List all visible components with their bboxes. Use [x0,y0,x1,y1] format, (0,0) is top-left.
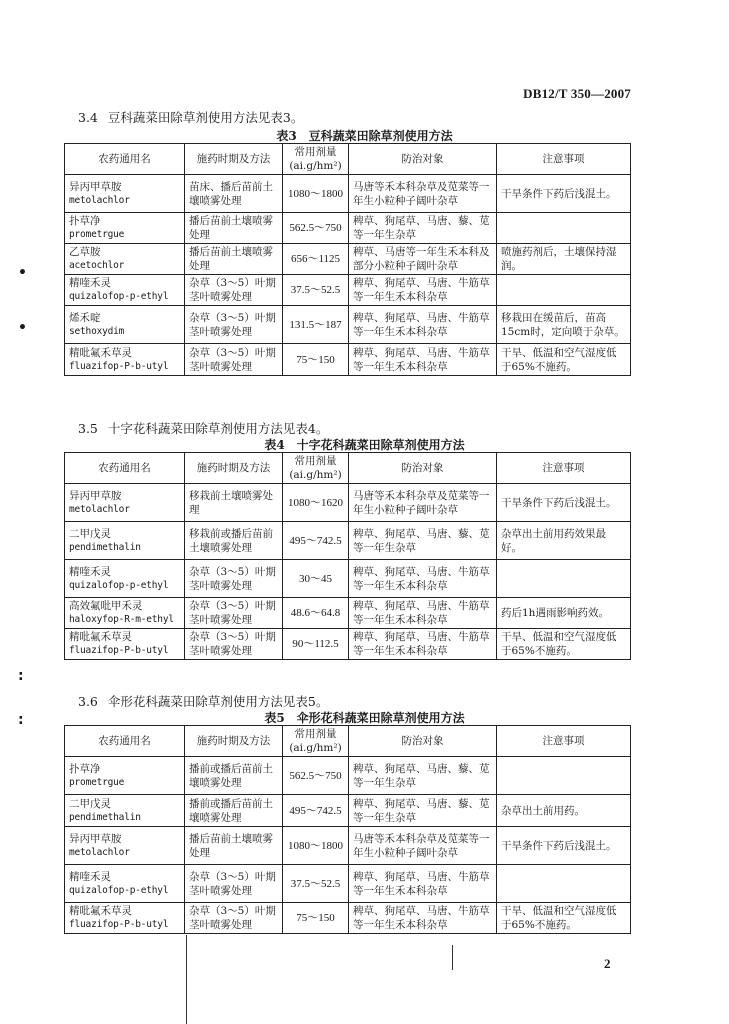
application-method-cell: 播后苗前土壤喷雾处理 [185,213,283,244]
notes-cell [497,213,631,244]
column-header: 农药通用名 [65,144,185,175]
notes-cell: 移栽田在缓苗后，苗高15cm时，定向喷于杂草。 [497,306,631,344]
section-number: 3.6 [78,694,98,709]
application-method-cell: 苗床、播后苗前土壤喷雾处理 [185,175,283,213]
table-row [65,275,631,306]
target-weeds-cell: 稗草、狗尾草、马唐、牛筋草等一年生禾本科杂草 [349,598,497,629]
table-row [65,757,631,795]
side-mark: • [18,320,27,336]
pesticide-chinese-name: 精吡氟禾草灵 [69,346,132,359]
pesticide-english-name: prometrgue [69,229,125,240]
pesticide-chinese-name: 精喹禾灵 [69,565,111,578]
pesticide-chinese-name: 精吡氟禾草灵 [69,631,132,643]
application-method-cell: 杂草（3～5）叶期茎叶喷雾处理 [185,903,283,934]
pesticide-name-cell [65,795,185,827]
dose-cell: 562.5～750 [283,213,349,244]
notes-cell: 喷施药剂后，土壤保持湿润。 [497,244,631,275]
column-header: 注意事项 [497,726,631,757]
application-method-cell: 播前或播后苗前土壤喷雾处理 [185,757,283,795]
pesticide-english-name: acetochlor [69,260,125,271]
notes-cell: 干旱、低温和空气湿度低于65%不施药。 [497,344,631,376]
application-method-cell: 移栽前或播后苗前土壤喷雾处理 [185,522,283,560]
column-header: 常用剂量 (ai.g/hm²) [283,144,349,175]
dose-cell: 495～742.5 [283,522,349,560]
application-method-cell: 移栽前土壤喷雾处理 [185,484,283,522]
pesticide-name-cell [65,827,185,865]
application-method-cell: 杂草（3～5）叶期茎叶喷雾处理 [185,560,283,598]
table-row [65,827,631,865]
dose-cell: 1080～1620 [283,484,349,522]
column-header: 施药时期及方法 [185,726,283,757]
notes-cell: 干旱条件下药后浅混土。 [497,827,631,865]
section-text: 伞形花科蔬菜田除草剂使用方法见表5。 [107,694,329,709]
table-row [65,175,631,213]
pesticide-english-name: haloxyfop-R-m-ethyl [69,614,174,625]
target-weeds-cell: 马唐等禾本科杂草及苋菜等一年生小粒种子阔叶杂草 [349,484,497,522]
herbicide-table [64,452,631,660]
table-header-row [65,453,631,484]
side-mark: : [18,712,24,728]
column-header: 农药通用名 [65,453,185,484]
application-method-cell: 杂草（3～5）叶期茎叶喷雾处理 [185,865,283,903]
table-caption: 表4 十字花科蔬菜田除草剂使用方法 [264,438,465,452]
section-heading [78,108,303,126]
column-header: 注意事项 [497,453,631,484]
side-mark: : [18,668,24,684]
target-weeds-cell: 稗草、狗尾草、马唐、牛筋草等一年生禾本科杂草 [349,629,497,660]
target-weeds-cell: 稗草、狗尾草、马唐、藜、苋等一年生杂草 [349,213,497,244]
pesticide-english-name: metolachlor [69,846,130,858]
table-header-row [65,144,631,175]
target-weeds-cell: 稗草、狗尾草、马唐、藜、苋等一年生杂草 [349,795,497,827]
table-row [65,795,631,827]
section-heading [78,419,328,437]
pesticide-english-name: sethoxydim [69,325,125,337]
target-weeds-cell: 稗草、狗尾草、马唐、牛筋草等一年生禾本科杂草 [349,903,497,934]
dose-cell: 30～45 [283,560,349,598]
column-header: 常用剂量 (ai.g/hm²) [283,726,349,757]
pesticide-chinese-name: 异丙甲草胺 [69,180,122,193]
pesticide-chinese-name: 精喹禾灵 [69,870,111,883]
section-heading [78,692,328,710]
application-method-cell: 播后苗前土壤喷雾处理 [185,827,283,865]
herbicide-table [64,143,631,376]
notes-cell [497,275,631,306]
pesticide-name-cell [65,560,185,598]
side-mark: • [18,265,27,281]
pesticide-english-name: metolachlor [69,503,130,515]
pesticide-chinese-name: 精吡氟禾草灵 [69,905,132,917]
application-method-cell: 播后苗前土壤喷雾处理 [185,244,283,275]
dose-cell: 75～150 [283,344,349,376]
target-weeds-cell: 稗草、狗尾草、马唐、藜、苋等一年生杂草 [349,757,497,795]
herbicide-table [64,725,631,934]
notes-cell [497,865,631,903]
table-row [65,522,631,560]
application-method-cell: 杂草（3～5）叶期茎叶喷雾处理 [185,598,283,629]
dose-cell: 495～742.5 [283,795,349,827]
pesticide-name-cell [65,757,185,795]
dose-cell: 37.5～52.5 [283,275,349,306]
column-header: 防治对象 [349,726,497,757]
pesticide-english-name: fluazifop-P-b-utyl [69,360,169,372]
target-weeds-cell: 稗草、狗尾草、马唐、牛筋草等一年生禾本科杂草 [349,560,497,598]
pesticide-chinese-name: 高效氟吡甲禾灵 [69,600,143,612]
table-row [65,560,631,598]
table-row [65,903,631,934]
application-method-cell: 杂草（3～5）叶期茎叶喷雾处理 [185,629,283,660]
table-row [65,629,631,660]
section-text: 豆科蔬菜田除草剂使用方法见表3。 [107,110,304,125]
target-weeds-cell: 稗草、狗尾草、马唐、牛筋草等一年生禾本科杂草 [349,275,497,306]
pesticide-chinese-name: 二甲戊灵 [69,797,111,810]
pesticide-name-cell [65,903,185,934]
pesticide-chinese-name: 精喹禾灵 [69,277,111,289]
pesticide-name-cell [65,244,185,275]
table-row [65,306,631,344]
pesticide-english-name: quizalofop-p-ethyl [69,579,169,591]
pesticide-name-cell [65,484,185,522]
pesticide-english-name: metolachlor [69,194,130,206]
table-row [65,244,631,275]
table-row [65,598,631,629]
pesticide-name-cell [65,865,185,903]
pesticide-chinese-name: 乙草胺 [69,246,101,258]
pesticide-name-cell [65,213,185,244]
notes-cell: 干旱、低温和空气湿度低于65%不施药。 [497,903,631,934]
pesticide-name-cell [65,275,185,306]
pesticide-name-cell [65,175,185,213]
application-method-cell: 杂草（3～5）叶期茎叶喷雾处理 [185,275,283,306]
pesticide-name-cell [65,306,185,344]
target-weeds-cell: 马唐等禾本科杂草及苋菜等一年生小粒种子阔叶杂草 [349,827,497,865]
pesticide-name-cell [65,344,185,376]
dose-cell: 75～150 [283,903,349,934]
table-caption: 表3 豆科蔬菜田除草剂使用方法 [276,129,453,143]
dose-cell: 37.5～52.5 [283,865,349,903]
application-method-cell: 播前或播后苗前土壤喷雾处理 [185,795,283,827]
pesticide-chinese-name: 二甲戊灵 [69,527,111,540]
column-header: 注意事项 [497,144,631,175]
column-header: 防治对象 [349,144,497,175]
target-weeds-cell: 稗草、狗尾草、马唐、牛筋草等一年生禾本科杂草 [349,344,497,376]
target-weeds-cell: 稗草、狗尾草、马唐、牛筋草等一年生禾本科杂草 [349,306,497,344]
pesticide-english-name: fluazifop-P-b-utyl [69,919,169,930]
dose-cell: 1080～1800 [283,827,349,865]
application-method-cell: 杂草（3～5）叶期茎叶喷雾处理 [185,306,283,344]
dose-cell: 656～1125 [283,244,349,275]
page-number: 2 [604,956,611,971]
table-caption: 表5 伞形花科蔬菜田除草剂使用方法 [264,711,465,725]
notes-cell [497,560,631,598]
dose-cell: 1080～1800 [283,175,349,213]
dose-cell: 131.5～187 [283,306,349,344]
target-weeds-cell: 马唐等禾本科杂草及苋菜等一年生小粒种子阔叶杂草 [349,175,497,213]
scan-line [186,935,187,1024]
notes-cell: 干旱、低温和空气湿度低于65%不施药。 [497,629,631,660]
pesticide-chinese-name: 异丙甲草胺 [69,489,122,502]
pesticide-english-name: prometrgue [69,776,125,788]
table-row [65,484,631,522]
table-header-row [65,726,631,757]
pesticide-name-cell [65,598,185,629]
target-weeds-cell: 稗草、狗尾草、马唐、藜、苋等一年生杂草 [349,522,497,560]
dose-cell: 562.5～750 [283,757,349,795]
pesticide-chinese-name: 烯禾啶 [69,311,101,324]
pesticide-chinese-name: 扑草净 [69,215,101,227]
notes-cell: 杂草出土前用药效果最好。 [497,522,631,560]
application-method-cell: 杂草（3～5）叶期茎叶喷雾处理 [185,344,283,376]
pesticide-chinese-name: 扑草净 [69,762,101,775]
standard-code: DB12/T 350—2007 [523,86,631,101]
section-text: 十字花科蔬菜田除草剂使用方法见表4。 [107,421,329,436]
notes-cell [497,757,631,795]
table-row [65,213,631,244]
target-weeds-cell: 稗草、马唐等一年生禾本科及部分小粒种子阔叶杂草 [349,244,497,275]
column-header: 农药通用名 [65,726,185,757]
dose-cell: 48.6～64.8 [283,598,349,629]
pesticide-english-name: pendimethalin [69,541,141,553]
pesticide-english-name: quizalofop-p-ethyl [69,291,169,302]
table-row [65,865,631,903]
notes-cell: 干旱条件下药后浅混土。 [497,175,631,213]
pesticide-english-name: fluazifop-P-b-utyl [69,645,169,656]
pesticide-english-name: pendimethalin [69,811,141,823]
section-number: 3.4 [78,110,98,125]
notes-cell: 药后1h遇雨影响药效。 [497,598,631,629]
pesticide-name-cell [65,522,185,560]
notes-cell: 干旱条件下药后浅混土。 [497,484,631,522]
column-header: 施药时期及方法 [185,144,283,175]
column-header: 施药时期及方法 [185,453,283,484]
scan-line [452,945,453,970]
pesticide-chinese-name: 异丙甲草胺 [69,832,122,845]
target-weeds-cell: 稗草、狗尾草、马唐、牛筋草等一年生禾本科杂草 [349,865,497,903]
pesticide-english-name: quizalofop-p-ethyl [69,884,169,896]
section-number: 3.5 [78,421,98,436]
table-row [65,344,631,376]
notes-cell: 杂草出土前用药。 [497,795,631,827]
column-header: 防治对象 [349,453,497,484]
dose-cell: 90～112.5 [283,629,349,660]
pesticide-name-cell [65,629,185,660]
column-header: 常用剂量 (ai.g/hm²) [283,453,349,484]
